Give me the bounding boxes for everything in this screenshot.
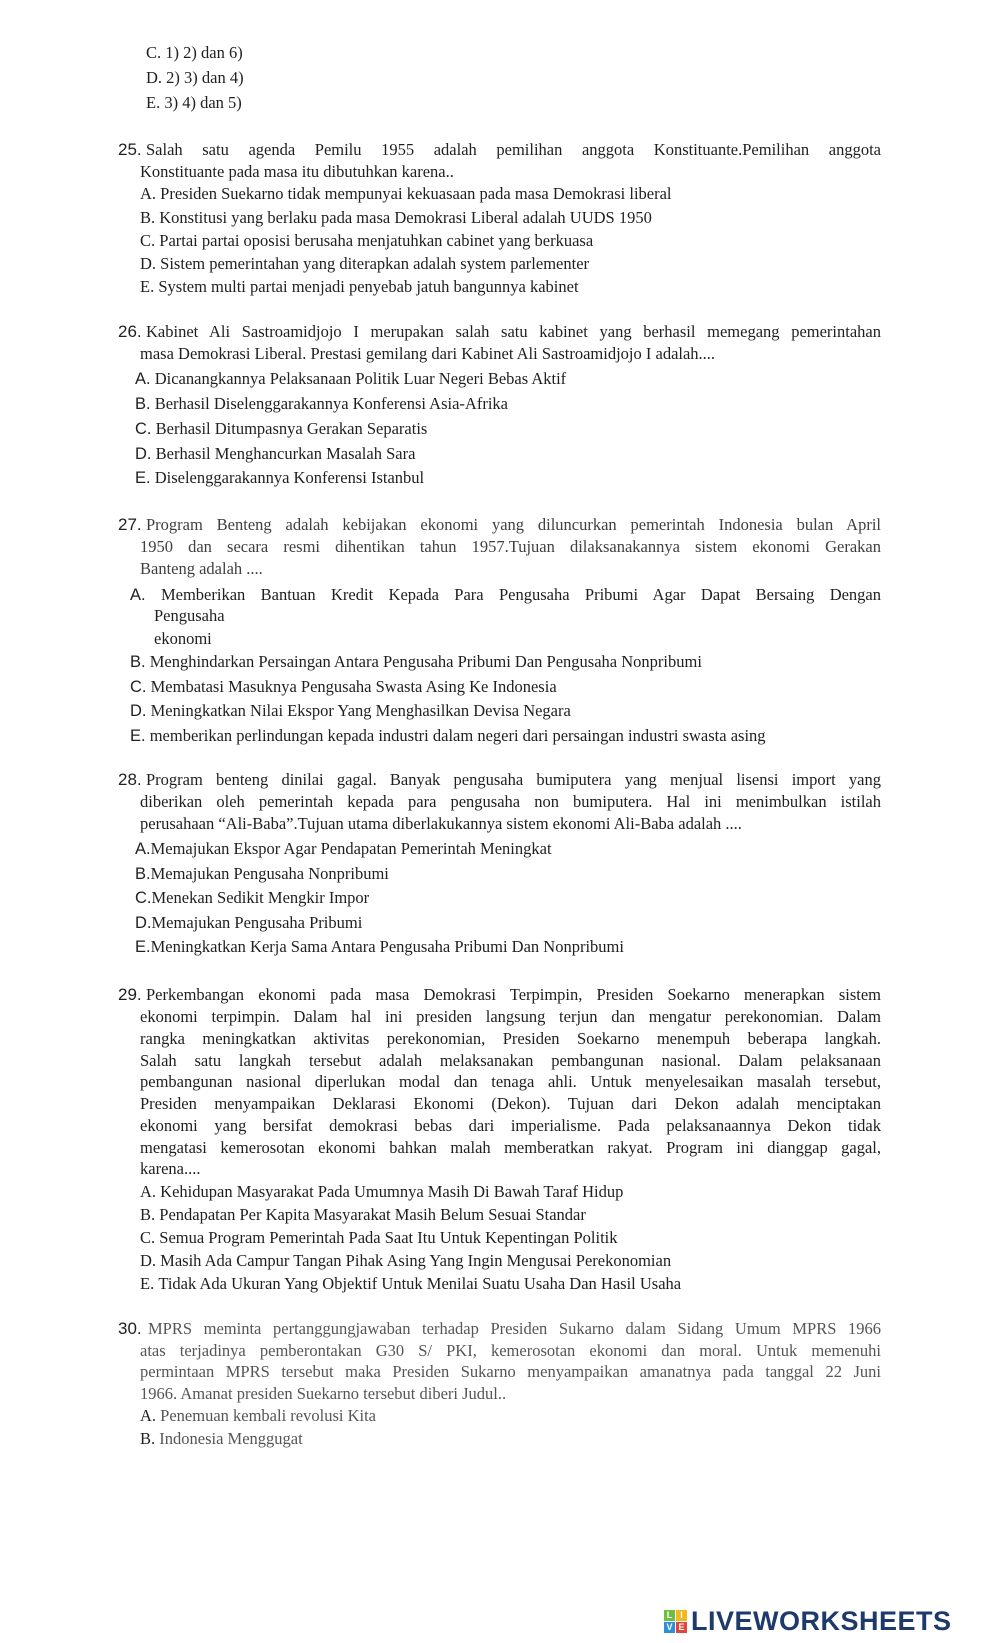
option-text: Memajukan Pengusaha Nonpribumi xyxy=(150,864,389,883)
question-text-line: Program benteng dinilai gagal. Banyak pengusaha bumiputera yang menjual lisensi import yang xyxy=(146,770,881,789)
option-text: 2) 3) dan 4) xyxy=(166,68,244,87)
option-e[interactable] xyxy=(135,936,624,958)
option-text: Partai partai oposisi berusaha menjatuhkan cabinet yang berkuasa xyxy=(159,231,594,250)
option-a-line xyxy=(130,584,881,606)
option-e[interactable] xyxy=(130,725,766,747)
question-number: 29. xyxy=(118,985,142,1004)
option-text: Penemuan kembali revolusi Kita xyxy=(160,1406,376,1425)
option-text: Diselenggarakannya Konferensi Istanbul xyxy=(154,468,425,487)
option-text: Memajukan Pengusaha Pribumi xyxy=(151,913,363,932)
option-letter: D. xyxy=(135,445,152,463)
option-text: memberikan perlindungan kepada industri dalam negeri dari persaingan industri swasta asing xyxy=(149,726,766,745)
q24-option-d xyxy=(146,67,244,89)
option-text: Presiden Suekarno tidak mempunyai kekuasaan pada masa Demokrasi liberal xyxy=(160,184,672,203)
option-letter: A. xyxy=(140,1406,157,1425)
option-letter: B. xyxy=(140,1205,156,1224)
option-text: Meningkatkan Nilai Ekspor Yang Menghasilkan Devisa Negara xyxy=(150,701,571,720)
option-e[interactable] xyxy=(140,1273,681,1295)
option-c[interactable] xyxy=(140,230,593,252)
option-text: 3) 4) dan 5) xyxy=(164,93,242,112)
option-b[interactable] xyxy=(135,393,508,415)
option-letter: A. xyxy=(130,586,146,604)
option-text: System multi partai menjadi penyebab jatuh bangunnya kabinet xyxy=(158,277,579,296)
question-text-line: Perkembangan ekonomi pada masa Demokrasi Terpimpin, Presiden Soekarno menerapkan sistem xyxy=(146,985,881,1004)
option-text: Indonesia Menggugat xyxy=(159,1429,303,1448)
question-text-line: diberikan oleh pemerintah kepada para pengusaha non bumiputera. Hal ini menimbulkan istilah xyxy=(140,792,881,811)
option-text: Berhasil Menghancurkan Masalah Sara xyxy=(155,444,416,463)
question-text-line: rangka meningkatkan aktivitas perekonomian, Presiden Soekarno menempuh beberapa langkah. xyxy=(140,1029,881,1048)
option-letter: E. xyxy=(130,727,146,745)
question-text-line: Konstituante pada masa itu dibutuhkan karena.. xyxy=(140,162,454,181)
option-e[interactable] xyxy=(140,276,579,298)
option-letter: D. xyxy=(140,254,157,273)
question-text-line: Kabinet Ali Sastroamidjojo I merupakan salah satu kabinet yang berhasil memegang pemerintahan xyxy=(146,322,881,341)
option-e[interactable] xyxy=(135,467,424,489)
option-text: Semua Program Pemerintah Pada Saat Itu Untuk Kepentingan Politik xyxy=(159,1228,618,1247)
option-b[interactable] xyxy=(130,651,702,673)
option-letter: C. xyxy=(140,1228,156,1247)
question-text-line: ekonomi terpimpin. Dalam hal ini presiden langsung terjun dan mengatur perekonomian. Dalam xyxy=(140,1007,881,1026)
option-letter: D. xyxy=(135,914,152,932)
option-letter: C. xyxy=(140,231,156,250)
option-c[interactable] xyxy=(130,676,557,698)
option-text: Dicanangkannya Pelaksanaan Politik Luar Negeri Bebas Aktif xyxy=(154,369,567,388)
logo-cell-v: V xyxy=(664,1622,675,1633)
option-letter: D. xyxy=(130,702,147,720)
option-letter: A. xyxy=(140,184,157,203)
option-letter: E. xyxy=(135,938,151,956)
option-text: Memberikan Bantuan Kredit Kepada Para Pengusaha Pribumi Agar Dapat Bersaing Dengan xyxy=(160,585,882,604)
option-letter: D. xyxy=(140,1251,157,1270)
option-text: Kehidupan Masyarakat Pada Umumnya Masih Di Bawah Taraf Hidup xyxy=(160,1182,624,1201)
option-text-continuation: ekonomi xyxy=(154,629,212,648)
logo-text: LIVEWORKSHEETS xyxy=(691,1605,952,1636)
option-a[interactable] xyxy=(135,368,566,390)
option-letter: C. xyxy=(146,43,162,62)
option-d[interactable] xyxy=(130,700,571,722)
option-letter: B. xyxy=(135,865,151,883)
option-letter: A. xyxy=(140,1182,157,1201)
option-b[interactable] xyxy=(140,1428,303,1450)
question-text-line: Program Benteng adalah kebijakan ekonomi yang diluncurkan pemerintah Indonesia bulan April xyxy=(146,515,881,534)
question-text-line: Banteng adalah .... xyxy=(140,559,263,578)
question-number: 27. xyxy=(118,515,142,534)
option-letter: E. xyxy=(146,93,161,112)
option-text-continuation: Pengusaha xyxy=(154,606,225,625)
option-b[interactable] xyxy=(140,1204,586,1226)
option-c[interactable] xyxy=(135,887,369,909)
question-number: 28. xyxy=(118,770,142,789)
logo-icon xyxy=(664,1610,687,1633)
option-text: Meningkatkan Kerja Sama Antara Pengusaha Pribumi Dan Nonpribumi xyxy=(150,937,624,956)
option-letter: C. xyxy=(135,420,152,438)
option-letter: E. xyxy=(140,1274,155,1293)
question-text-line: karena.... xyxy=(140,1159,201,1178)
question-text-line: Salah satu langkah tersebut adalah melaksanakan pembangunan nasional. Dalam pelaksanaan xyxy=(140,1051,881,1070)
option-d[interactable] xyxy=(135,912,362,934)
option-text: Memajukan Ekspor Agar Pendapatan Pemerintah Meningkat xyxy=(150,839,552,858)
question-text-line: 1950 dan secara resmi dihentikan tahun 1957.Tujuan dilaksanakannya sistem ekonomi Gerakan xyxy=(140,537,881,556)
option-b[interactable] xyxy=(140,207,652,229)
question-text-line: pembangunan nasional diperlukan modal dan tenaga ahli. Untuk menyelesaikan masalah tersebut, xyxy=(140,1072,881,1091)
option-text: Pendapatan Per Kapita Masyarakat Masih Belum Sesuai Standar xyxy=(159,1205,586,1224)
question-text-line: MPRS meminta pertanggungjawaban terhadap Presiden Sukarno dalam Sidang Umum MPRS 1966 xyxy=(148,1319,881,1338)
option-a[interactable] xyxy=(140,183,672,205)
option-letter: C. xyxy=(130,678,147,696)
question-text-line: Presiden menyampaikan Deklarasi Ekonomi (Dekon). Tujuan dari Dekon adalah menciptakan xyxy=(140,1094,881,1113)
question-number: 25. xyxy=(118,140,142,159)
option-a[interactable] xyxy=(140,1405,376,1427)
option-letter: B. xyxy=(140,208,156,227)
option-letter: E. xyxy=(135,469,151,487)
option-c[interactable] xyxy=(135,418,427,440)
logo-cell-e: E xyxy=(676,1622,687,1633)
option-text: Konstitusi yang berlaku pada masa Demokrasi Liberal adalah UUDS 1950 xyxy=(159,208,652,227)
option-text: 1) 2) dan 6) xyxy=(165,43,243,62)
option-letter: B. xyxy=(135,395,151,413)
option-letter: A. xyxy=(135,840,151,858)
q24-option-c xyxy=(146,42,243,64)
question-text-line: ekonomi yang bersifat demokrasi bebas dari imperialisme. Pada pelaksanaannya Dekon tidak xyxy=(140,1116,881,1135)
option-text: Menghindarkan Persaingan Antara Pengusaha Pribumi Dan Pengusaha Nonpribumi xyxy=(149,652,702,671)
question-text-line: perusahaan “Ali-Baba”.Tujuan utama diberlakukannya sistem ekonomi Ali-Baba adalah .... xyxy=(140,814,742,833)
option-d[interactable] xyxy=(135,443,415,465)
option-text: Masih Ada Campur Tangan Pihak Asing Yang Ingin Mengusai Perekonomian xyxy=(160,1251,672,1270)
option-text: Berhasil Ditumpasnya Gerakan Separatis xyxy=(155,419,428,438)
option-letter: B. xyxy=(140,1429,156,1448)
question-number: 26. xyxy=(118,322,142,341)
option-letter: B. xyxy=(130,653,146,671)
option-d[interactable] xyxy=(140,1250,671,1272)
option-letter: D. xyxy=(146,68,163,87)
option-text: Tidak Ada Ukuran Yang Objektif Untuk Menilai Suatu Usaha Dan Hasil Usaha xyxy=(158,1274,682,1293)
option-text: Berhasil Diselenggarakannya Konferensi Asia-Afrika xyxy=(154,394,508,413)
question-text-line: atas terjadinya pemberontakan G30 S/ PKI, kemerosotan ekonomi dan moral. Untuk memenuhi xyxy=(140,1341,881,1360)
option-a[interactable] xyxy=(140,1181,623,1203)
question-text-line: permintaan MPRS tersebut maka Presiden Sukarno menyampaikan amanatnya pada tanggal 22 Juni xyxy=(140,1362,881,1381)
option-a[interactable] xyxy=(135,838,552,860)
question-number: 30. xyxy=(118,1319,142,1338)
question-text-line: Salah satu agenda Pemilu 1955 adalah pemilihan anggota Konstituante.Pemilihan anggota xyxy=(146,140,881,159)
question-text-line: 1966. Amanat presiden Suekarno tersebut diberi Judul.. xyxy=(140,1384,507,1403)
option-b[interactable] xyxy=(135,863,389,885)
option-c[interactable] xyxy=(140,1227,618,1249)
logo-cell-l: L xyxy=(664,1610,675,1621)
question-text-line: masa Demokrasi Liberal. Prestasi gemilang dari Kabinet Ali Sastroamidjojo I adalah.... xyxy=(140,344,716,363)
option-text: Sistem pemerintahan yang diterapkan adalah system parlementer xyxy=(160,254,590,273)
q24-option-e xyxy=(146,92,242,114)
question-text-line: mengatasi kemerosotan ekonomi bahkan malah memberatkan rakyat. Program ini dianggap gagal, xyxy=(140,1138,881,1157)
logo-cell-i: I xyxy=(676,1610,687,1621)
liveworksheets-logo[interactable] xyxy=(664,1606,952,1636)
option-d[interactable] xyxy=(140,253,589,275)
option-letter: A. xyxy=(135,370,151,388)
option-text: Membatasi Masuknya Pengusaha Swasta Asing Ke Indonesia xyxy=(150,677,557,696)
option-letter: C. xyxy=(135,889,152,907)
option-letter: E. xyxy=(140,277,155,296)
option-text: Menekan Sedikit Mengkir Impor xyxy=(151,888,370,907)
